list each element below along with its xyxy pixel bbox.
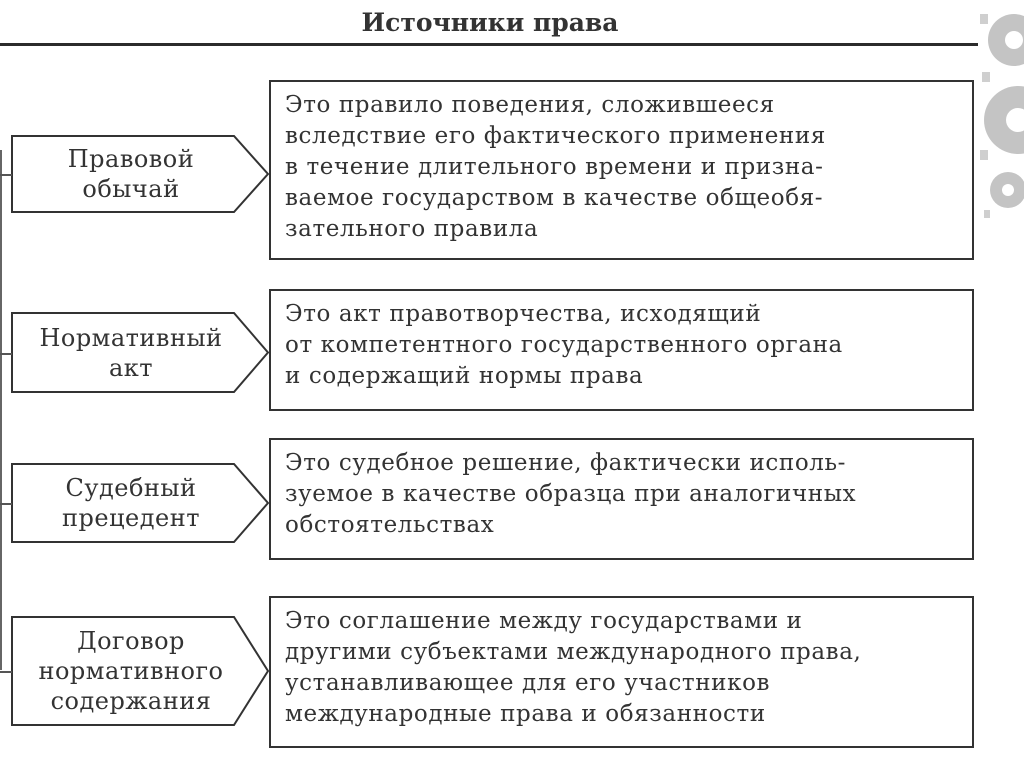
source-label-line: Договор (77, 627, 185, 655)
description-box (269, 289, 974, 411)
source-label-line: акт (108, 353, 154, 382)
description-line: в течение длительного времени и призна- (285, 154, 824, 180)
source-label-line: содержания (50, 687, 212, 715)
spine-connector (0, 174, 12, 176)
diagram-title: Источники права (361, 8, 619, 37)
description-line: другими субъектами международного права, (285, 639, 862, 665)
description-box (269, 438, 974, 560)
description-line: зательного правила (285, 216, 539, 242)
description-line: зуемое в качестве образца при аналогичных (285, 481, 857, 507)
description-line: и содержащий нормы права (285, 363, 644, 389)
description-line: ваемое государством в качестве общеобя- (285, 185, 824, 211)
gear-icon (978, 0, 1024, 767)
source-label (12, 313, 250, 392)
description-line: от компетентного государственного органа (285, 332, 843, 358)
description-line: вследствие его фактического применения (285, 123, 826, 149)
source-label-line: обычай (82, 175, 180, 203)
source-label-line: прецедент (62, 504, 200, 532)
description-line: международные права и обязанности (285, 701, 766, 727)
description-line: обстоятельствах (285, 512, 495, 538)
spine-connector (0, 503, 12, 505)
source-label (12, 136, 250, 212)
source-label-line: Судебный (65, 474, 197, 502)
description-line: Это акт правотворчества, исходящий (285, 301, 762, 327)
description-line: Это правило поведения, сложившееся (285, 92, 775, 118)
description-box (269, 80, 974, 260)
source-label-line: нормативного (38, 657, 224, 685)
spine-connector (0, 353, 12, 355)
source-label (12, 464, 250, 542)
source-label-line: Правовой (67, 145, 195, 173)
spine-connector (0, 671, 12, 673)
description-box (269, 596, 974, 748)
description-line: устанавливающее для его участников (285, 670, 771, 696)
source-label (12, 617, 250, 725)
description-line: Это соглашение между государствами и (285, 608, 803, 634)
description-line: Это судебное решение, фактически исполь- (285, 450, 846, 476)
source-label-line: Нормативный (39, 323, 223, 352)
